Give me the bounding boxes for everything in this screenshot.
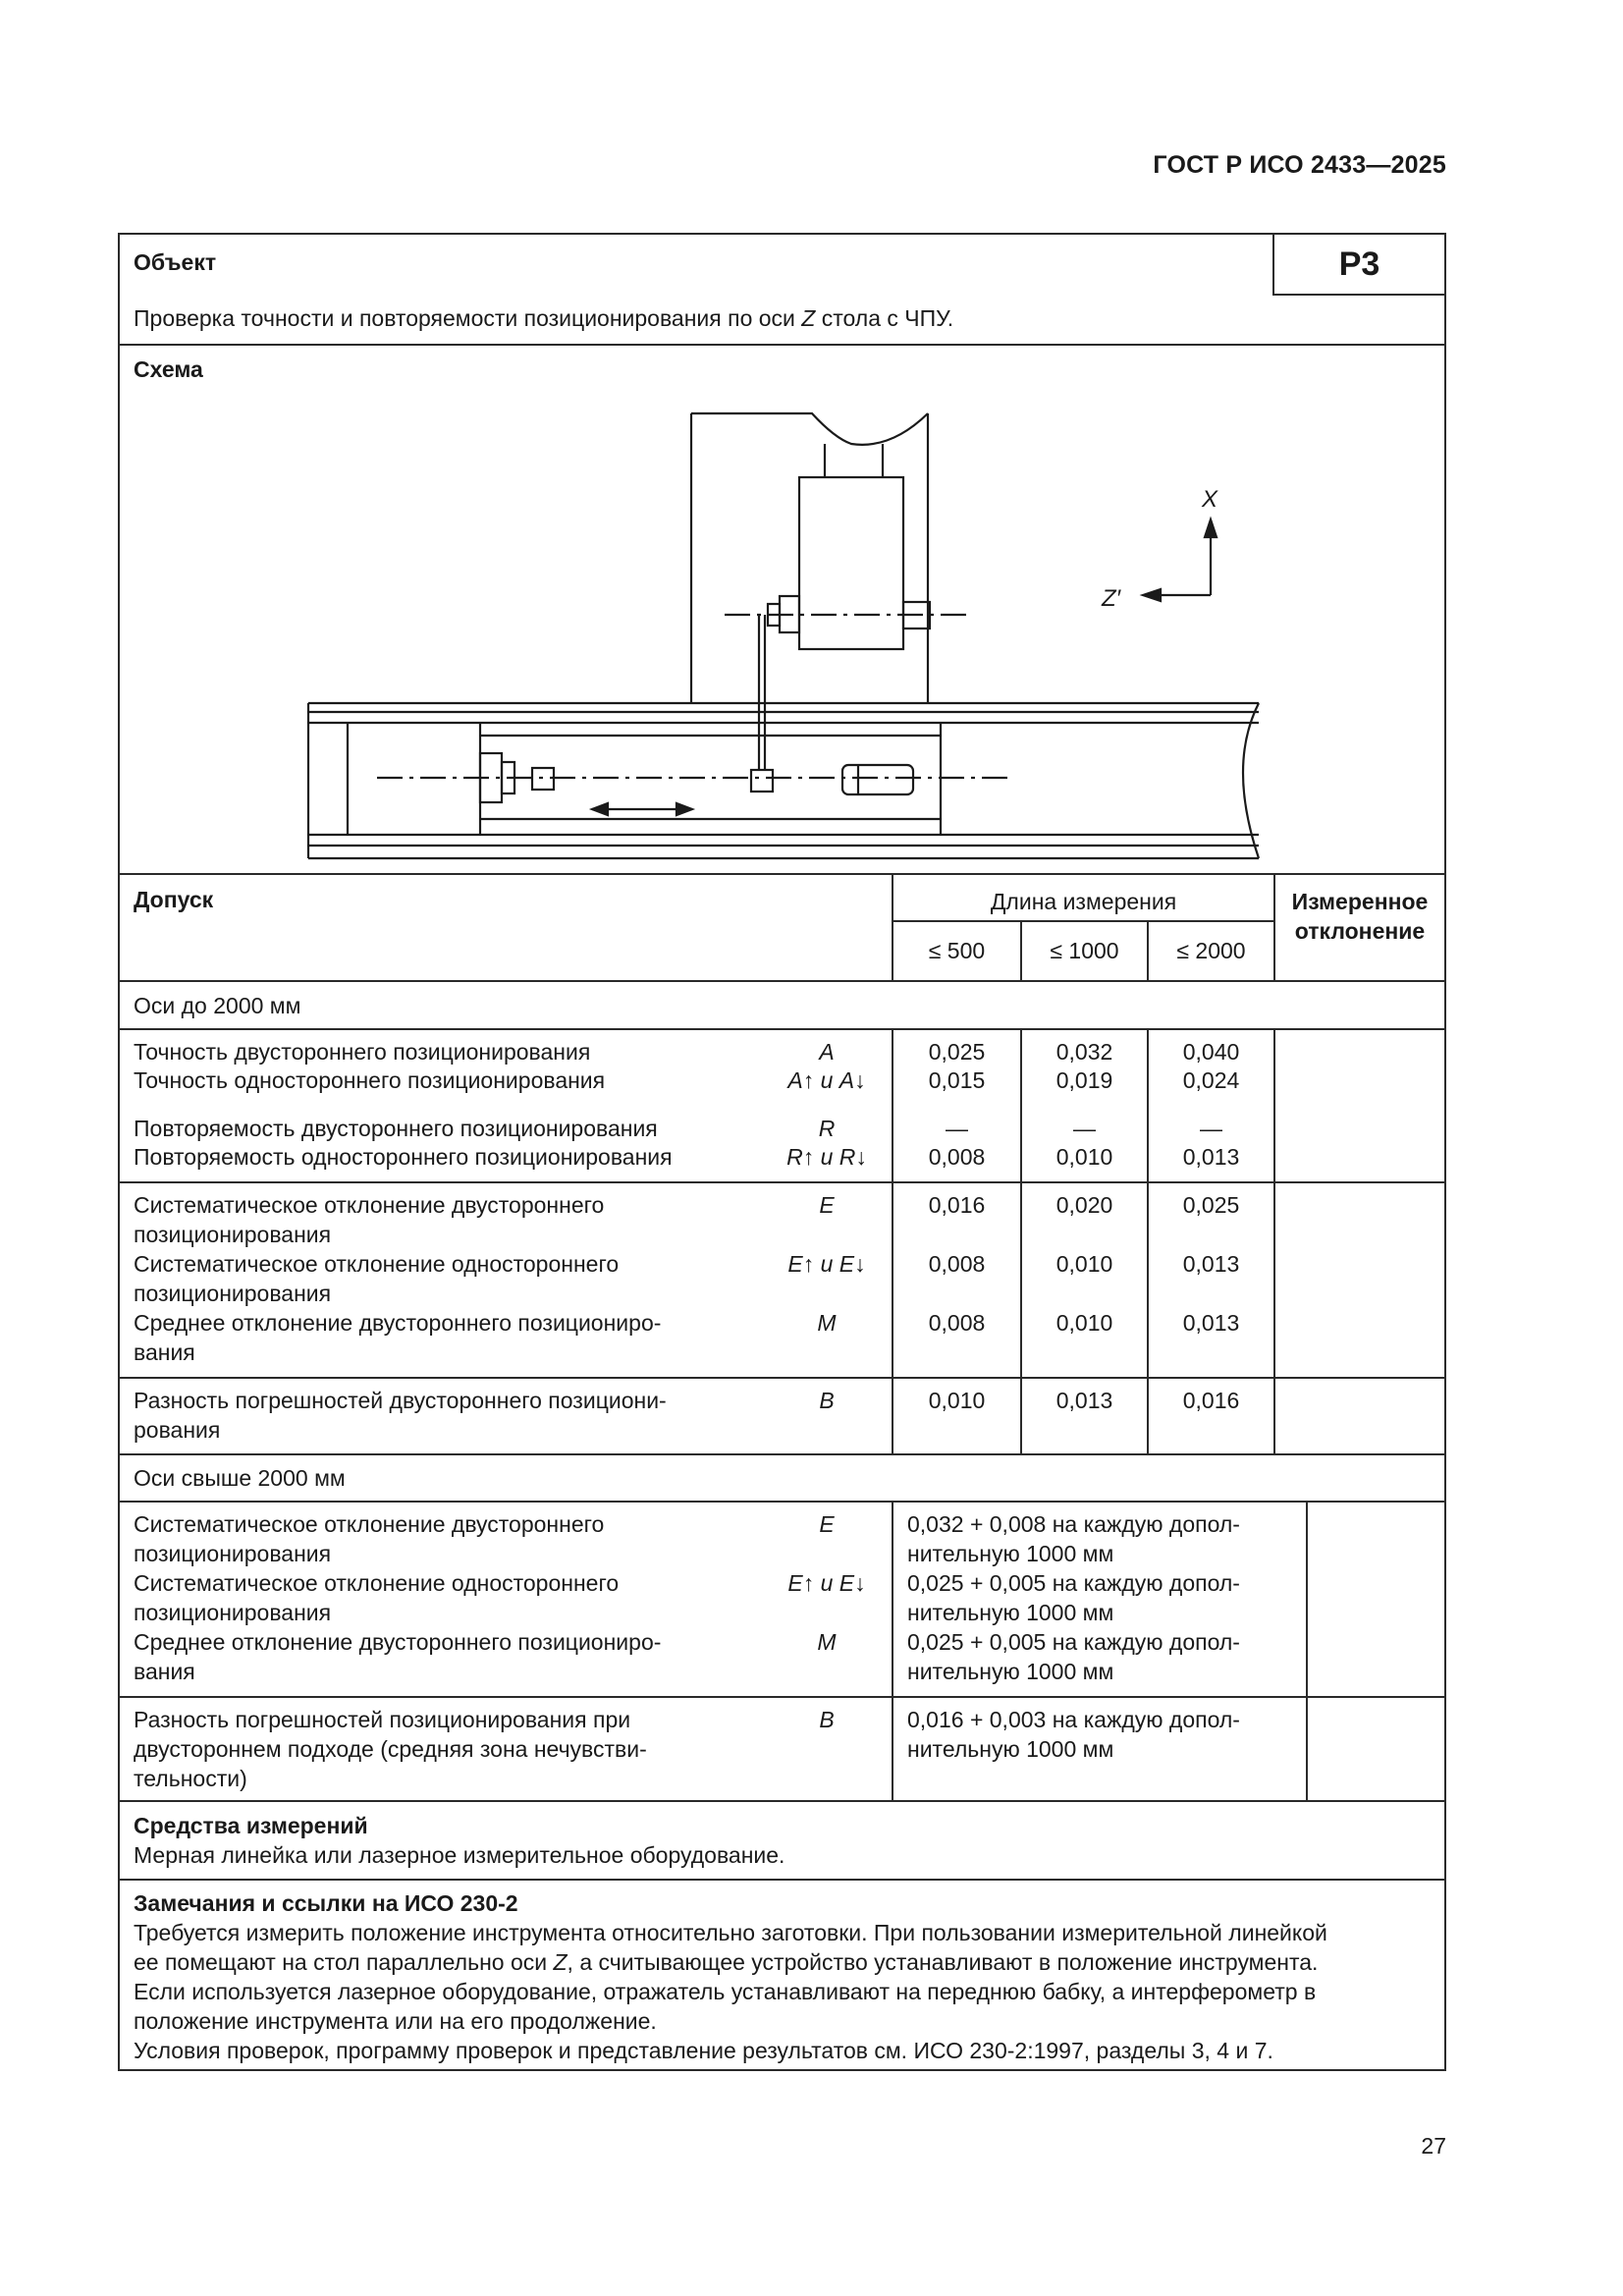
col-header-500: ≤ 500 [928, 938, 986, 963]
axis-x-label: X [1202, 486, 1218, 513]
measured-deviation-header: Измеренное отклонение [1291, 889, 1429, 944]
test-sheet: Объект P3 Проверка точности и повторяемости позиционирования по оси Z стола с ЧПУ. Схема X Z′ Допуск Длина измерения ≤ 500 ≤ 1000 ≤ 2000 Измеренное отклонение Оси до 2000 мм Точность двустороннего позиционирования A 0,025 0,032 0,040 Точность одностороннего позиционирования A↑ и A↓ 0,015 0,019 0,024 Повторяемость двустороннего позиционирования R — — — Повторяемость одностороннего позиционирования R↑ и R↓ 0,008 0,010 0,013 Систематическое отклонение двустороннего позиционирования E 0,016 0,020 0,025 Систематическое отклонение одностороннего позиционирования E↑ и E↓ 0,008 0,010 0,013 Среднее отклонение двустороннего позициониро- вания M 0,008 0,010 0,013 Разность погрешностей двустороннего позициони- рования B 0,010 0,013 0,016 Оси свыше 2000 мм Систематическое отклонение двустороннего позиционирования E 0,032 + 0,008 на каждую допол- нительную 1000 мм Систематическое отклонение одностороннего позиционирования E↑ и E↓ 0,025 + 0,005 на каждую допол- нительную 1000 мм Среднее отклонение двустороннего позициониро- вания M 0,025 + 0,005 на каждую допол- нительную 1000 мм Разность погрешностей позиционирования при двустороннем подходе (средняя зона нечувстви- тельности) B 0,016 + 0,003 на каждую допол- нительную 1000 мм Средства измерений Мерная линейка или лазерное измерительное оборудование. Замечания и ссылки на ИСО 230-2 Требуется измерить положение инструмента относительно заготовки. При пользовании измерительной линейкой ее помещают на стол параллельно оси Z, а считывающее устройство устанавливают в положение инструмента. Если используется лазерное оборудование, отражатель устанавливают на переднюю бабку, а интерферометр в положение инструмента или на его продолжение. Условия проверок, программу проверок и представление результатов см. ИСО 230-2:1997, разделы 3, 4 и 7. [118, 233, 1446, 2071]
col-header-2000: ≤ 2000 [1176, 938, 1246, 963]
divider [120, 873, 1444, 875]
remarks-line: Если используется лазерное оборудование, отражатель устанавливают на переднюю бабку, а интерферометр в [134, 1979, 1317, 2004]
object-label: Объект [134, 249, 217, 275]
axis-z-label: Z′ [1102, 585, 1121, 612]
schema-drawing [120, 235, 1444, 878]
schema-label: Схема [134, 356, 203, 382]
instruments-label: Средства измерений [134, 1813, 368, 1838]
remarks-line: ее помещают на стол параллельно оси Z, а считывающее устройство устанавливают в положение инструмента. [134, 1949, 1319, 1975]
section-title-over-2000: Оси свыше 2000 мм [134, 1465, 346, 1491]
remarks-label: Замечания и ссылки на ИСО 230-2 [134, 1890, 518, 1916]
document-code: ГОСТ Р ИСО 2433—2025 [1153, 151, 1446, 179]
test-code: P3 [1272, 235, 1444, 296]
column-top-break [691, 413, 928, 445]
remarks-line: Условия проверок, программу проверок и представление результатов см. ИСО 230-2:1997, разделы 3, 4 и 7. [134, 2038, 1273, 2063]
tolerance-label: Допуск [134, 887, 214, 912]
remarks-line: положение инструмента или на его продолжение. [134, 2008, 657, 2034]
spindle-head [799, 477, 903, 649]
col-header-1000: ≤ 1000 [1050, 938, 1119, 963]
measure-length-header: Длина измерения [990, 889, 1177, 914]
remarks-line: Требуется измерить положение инструмента относительно заготовки. При пользовании измерительной линейкой [134, 1920, 1327, 1945]
section-title-up-to-2000: Оси до 2000 мм [134, 993, 301, 1018]
object-description: Проверка точности и повторяемости позиционирования по оси Z стола с ЧПУ. [134, 305, 954, 331]
instruments-text: Мерная линейка или лазерное измерительное оборудование. [134, 1842, 785, 1868]
page-number: 27 [1421, 2133, 1446, 2159]
